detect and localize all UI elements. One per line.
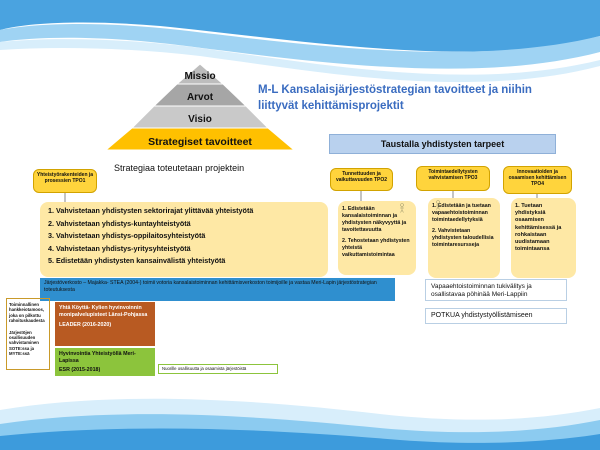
tpo1-goals-box: [40, 202, 328, 277]
yhta-koytta-box: [55, 302, 155, 346]
tpo4-item-1: 1. Tuetaan yhdistyksiä osaamisen kehittämisessä ja rohkaistaan uudistamaan toimintaansa: [515, 203, 562, 253]
tpo2-box: Tunnettuuden ja vaikuttavuuden TPO2: [330, 168, 393, 191]
tpo3-box: Toimintaedellytysten vahvistamisen TPO3: [416, 166, 490, 191]
taustalla-banner: Taustalla yhdistysten tarpeet: [329, 134, 556, 154]
list-item: 2. Vahvistetaan yhdistys-kuntayhteistyötä: [48, 218, 191, 228]
page-title: [258, 82, 588, 114]
pyramid-label-visio: Visio: [188, 114, 212, 125]
left-notes-box: [6, 298, 50, 370]
tpo3-item-2: 2. Vahvistetaan yhdistysten taloudellisia toimintaresursseja: [432, 228, 494, 248]
tpo1-goals-list: [48, 205, 320, 268]
pyramid-label-missio: Missio: [184, 71, 216, 82]
pyramid-label-strategiset: Strategiset tavoitteet: [148, 136, 252, 148]
tpo2-item-2: 2. Tehostetaan yhdistysten yhteistä vaikuttamistoimintaa: [342, 238, 410, 258]
left-note-2: Järjestöjen osallisuuden vahvistaminen SOTE:ssa ja MYTE:ssä: [9, 329, 39, 357]
yhta-koytta-funding: LEADER (2016-2020): [59, 322, 112, 328]
page-title-line1: M-L Kansalaisjärjestöstrategian tavoitteet ja niihin: [258, 84, 532, 96]
vapaaehto-box: Vapaaehtoistoiminnan tukivälitys ja osallistavaa pöhinää Meri-Lappiin: [425, 279, 567, 301]
tpo3-item-1: 1. Edistetään ja tuetaan vapaaehtoistoiminnan toimintaedellytyksiä: [432, 203, 491, 223]
majakka-network-bar: Järjestöverkosto – Majakka- STEA (2004-) toimii votoria kansalaistoiminnan kehittämisverkoston toimijoille ja vastaa Meri-Lapin järjestöstrategian toteutuksesta: [40, 278, 395, 301]
hyvinvointia-title: Hyvinvointia Yhteistyöllä Meri-Lapissa: [59, 351, 136, 364]
left-note-1: Toiminnallinen hankkeiotamoos, joka on pilkottu rahoituskaudesta: [9, 302, 45, 324]
list-item: 5. Edistetään yhdistysten kansainvälistä yhteistyötä: [48, 256, 226, 265]
person-icon: [398, 203, 406, 213]
pyramid-label-arvot: Arvot: [186, 92, 214, 103]
yhta-koytta-title: Yhtä Köyttä- Kylien hyvinvoinnin monipalvelupisteet Länsi-Pohjassa: [59, 305, 148, 318]
strategiaa-heading: Strategiaa toteutetaan projektein: [114, 163, 245, 173]
tpo4-box: Innovaatioiden ja osaamisen kehittämisen TPO4: [503, 166, 572, 194]
tpo3-goals-box: [428, 198, 500, 278]
hyvinvointia-funding: ESR (2015-2018): [59, 367, 101, 373]
tpo1-box: Yhteistyörakenteiden ja prosessien TPO1: [33, 169, 97, 193]
nuorille-note: Nuorille osallisuutta ja osaamista järjestöistä: [158, 364, 278, 374]
bottom-wave-decoration: [0, 380, 600, 450]
list-item: 4. Vahvistetaan yhdistys-yritysyhteistyötä: [48, 243, 191, 253]
list-item: 1. Vahvistetaan yhdistysten sektorirajat ylittävää yhteistyötä: [48, 206, 254, 215]
person-icon: [434, 200, 442, 210]
list-item: 3. Vahvistetaan yhdistys-oppilaitosyhteistyötä: [48, 231, 206, 240]
tpo2-item-1: 1. Edistetään kansalaistoiminnan ja yhdistysten näkyvyyttä ja tavoitettavuutta: [342, 206, 407, 233]
tpo4-goals-box: [511, 198, 576, 278]
hyvinvointia-box: [55, 348, 155, 376]
potkua-box: POTKUA yhdistystyöllistämiseen: [425, 308, 567, 324]
page-title-line2: liittyvät kehittämisprojektit: [258, 100, 404, 112]
